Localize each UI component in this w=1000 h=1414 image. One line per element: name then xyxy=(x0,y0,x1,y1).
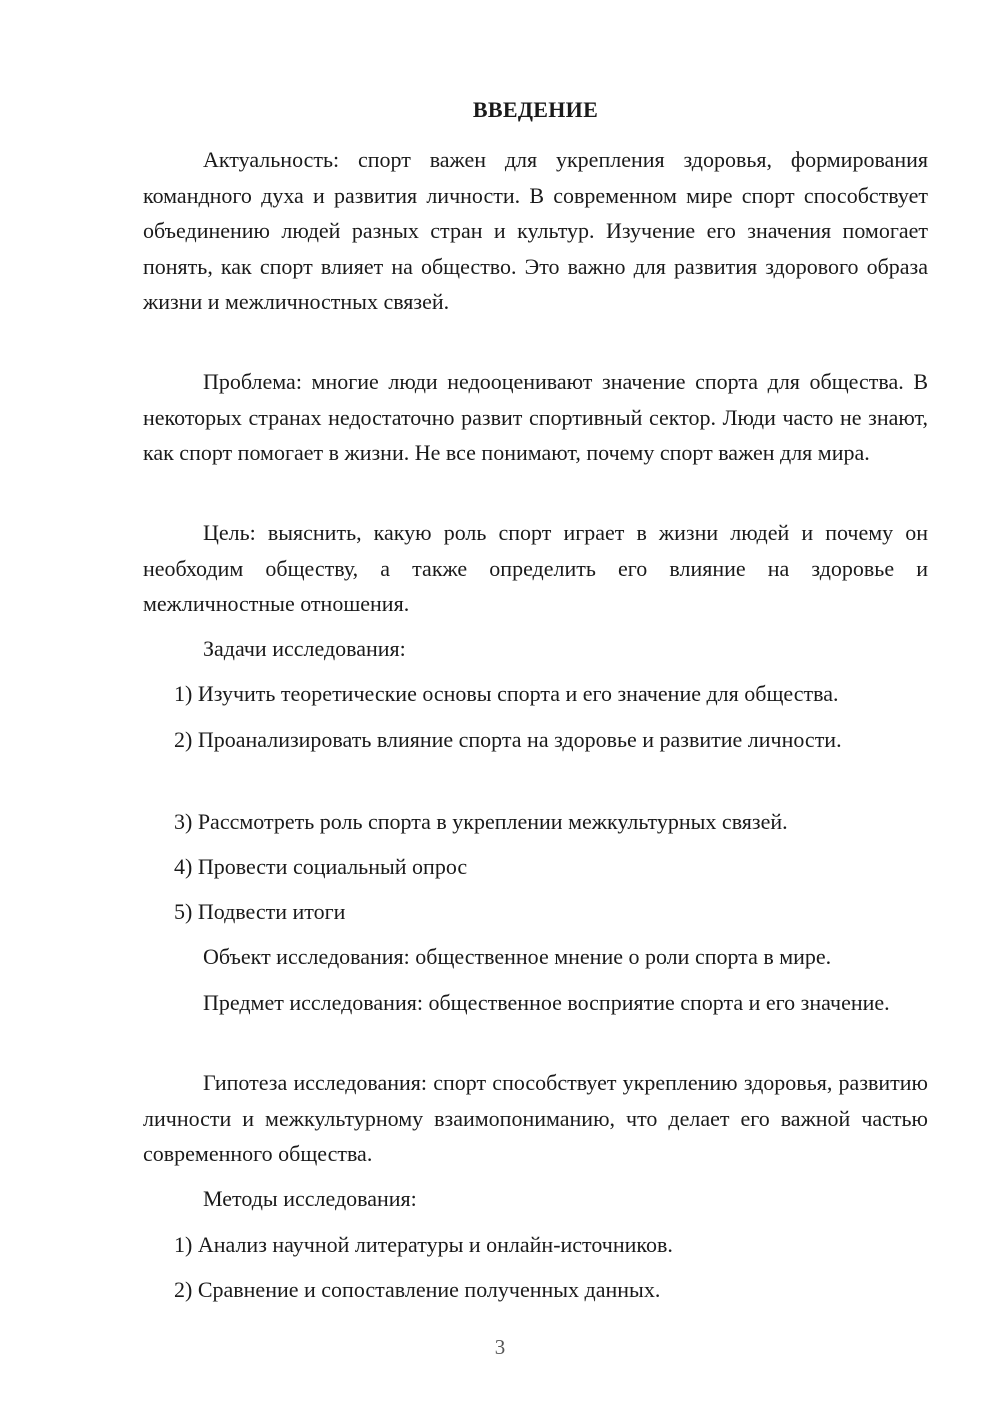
task-item-4: 4) Провести социальный опрос xyxy=(174,854,468,879)
paragraph-hypothesis: Гипотеза исследования: спорт способствует укреплению здоровья, развитию личности и межкультурному взаимопониманию, что делает его важной частью современного общества. xyxy=(143,1070,928,1166)
tasks-heading: Задачи исследования: xyxy=(203,636,406,661)
paragraph-goal: Цель: выяснить, какую роль спорт играет в жизни людей и почему он необходим обществу, а также определить его влияние на здоровье и межличностные отношения. xyxy=(143,520,928,616)
task-item-1: 1) Изучить теоретические основы спорта и его значение для общества. xyxy=(174,681,839,706)
paragraph-object: Объект исследования: общественное мнение о роли спорта в мире. xyxy=(203,944,832,969)
paragraph-relevance: Актуальность: спорт важен для укрепления здоровья, формирования командного духа и развития личности. В современном мире спорт способствует объединению людей разных стран и культур. Изучение его значения помогает понять, как спорт влияет на общество. Это важно для развития здорового образа жизни и межличностных связей. xyxy=(143,147,928,314)
method-item-2: 2) Сравнение и сопоставление полученных данных. xyxy=(174,1277,661,1302)
paragraph-subject: Предмет исследования: общественное восприятие спорта и его значение. xyxy=(203,990,890,1015)
task-item-2: 2) Проанализировать влияние спорта на здоровье и развитие личности. xyxy=(174,727,842,752)
page-number: 3 xyxy=(494,1335,506,1359)
page-title: ВВЕДЕНИЕ xyxy=(472,97,599,122)
task-item-5: 5) Подвести итоги xyxy=(174,899,346,924)
task-item-3: 3) Рассмотреть роль спорта в укреплении межкультурных связей. xyxy=(174,809,788,834)
method-item-1: 1) Анализ научной литературы и онлайн-источников. xyxy=(174,1232,673,1257)
paragraph-problem: Проблема: многие люди недооценивают значение спорта для общества. В некоторых странах недостаточно развит спортивный сектор. Люди часто не знают, как спорт помогает в жизни. Не все понимают, почему спорт важен для мира. xyxy=(143,369,928,465)
methods-heading: Методы исследования: xyxy=(203,1186,417,1211)
